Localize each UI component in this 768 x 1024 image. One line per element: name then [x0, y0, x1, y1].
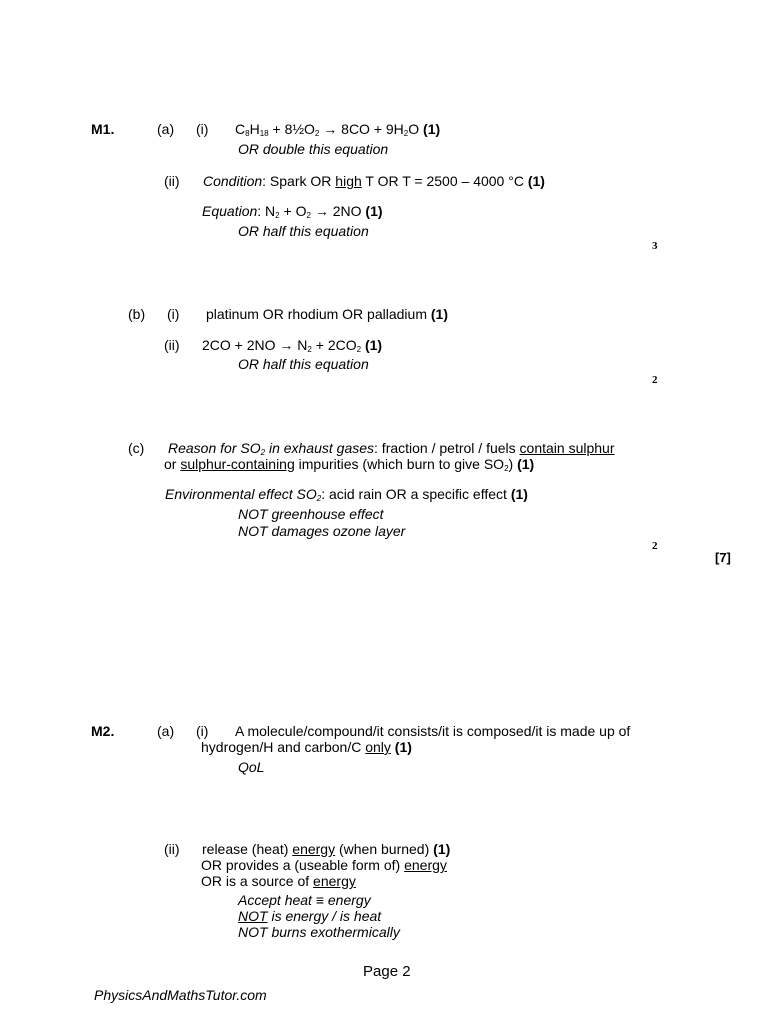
part-bi-label: (i)	[167, 306, 180, 322]
qol-note: QoL	[238, 759, 265, 775]
page-number: Page 2	[363, 963, 411, 980]
site-footer: PhysicsAndMathsTutor.com	[94, 987, 267, 1003]
note-c-1: NOT greenhouse effect	[238, 506, 384, 522]
equation-aii: Equation: $N_2 + O_2 \to 2NO$ (1)	[202, 203, 383, 220]
part-aii-label: (ii)	[164, 841, 180, 857]
condition-line: Condition: Spark OR high T OR T = 2500 – 4000 °C (1)	[203, 173, 545, 189]
mark: (1)	[430, 306, 448, 322]
answer-bi: platinum OR rhodium OR palladium (1)	[206, 306, 448, 322]
equation-bii: $2CO + 2NO \to N_2 + 2CO_2$ (1)	[202, 337, 383, 354]
part-c-label: (c)	[128, 440, 145, 456]
note-aii-1: Accept heat ≡ energy	[238, 892, 371, 908]
note-ai: OR double this equation	[238, 141, 389, 157]
marks-b: 2	[652, 374, 658, 386]
note-aii-2: NOT is energy / is heat	[238, 908, 382, 924]
answer-ai-line-1: A molecule/compound/it consists/it is composed/it is made up of	[235, 723, 631, 739]
part-a-label: (a)	[157, 121, 175, 137]
mark: (1)	[517, 456, 535, 472]
mark: (1)	[527, 173, 545, 189]
note-c-2: NOT damages ozone layer	[238, 523, 406, 539]
reason-line-1: Reason for $SO_2$ in exhaust gases: fraction / petrol / fuels contain sulphur	[168, 440, 615, 457]
part-b-label: (b)	[128, 306, 146, 322]
answer-aii-line-1: release (heat) energy (when burned) (1)	[202, 841, 451, 857]
mark: (1)	[394, 739, 412, 755]
note-bii: OR half this equation	[238, 356, 369, 372]
note-aii-3: NOT burns exothermically	[238, 924, 400, 940]
mark: (1)	[364, 337, 383, 353]
question-number-m1: M1.	[91, 121, 115, 137]
mark: (1)	[510, 486, 528, 502]
answer-ai-line-2: hydrogen/H and carbon/C only (1)	[201, 739, 412, 755]
mark: (1)	[433, 841, 451, 857]
reason-line-2: or sulphur-containing impurities (which burn to give $SO_2$) (1)	[164, 456, 535, 473]
answer-aii-line-3: OR is a source of energy	[201, 873, 356, 889]
total-marks: [7]	[715, 550, 731, 565]
question-number-m2: M2.	[91, 723, 115, 739]
note-aii: OR half this equation	[238, 223, 369, 239]
part-aii-label: (ii)	[164, 173, 180, 189]
answer-aii-line-2: OR provides a (useable form of) energy	[201, 857, 447, 873]
mark: (1)	[423, 121, 441, 137]
marks-a: 3	[652, 240, 658, 252]
part-ai-label: (i)	[196, 121, 209, 137]
part-a-label: (a)	[157, 723, 175, 739]
mark: (1)	[365, 203, 383, 219]
marks-c: 2	[652, 540, 658, 552]
equation-ai: $C_8H_{18}$ + $8\frac{1}{2}O_2 \to 8CO + 9H_2O$ (1)	[235, 121, 441, 138]
part-ai-label: (i)	[196, 723, 209, 739]
part-bii-label: (ii)	[164, 337, 180, 353]
effect-line: Environmental effect $SO_2$: acid rain OR a specific effect (1)	[165, 486, 528, 503]
